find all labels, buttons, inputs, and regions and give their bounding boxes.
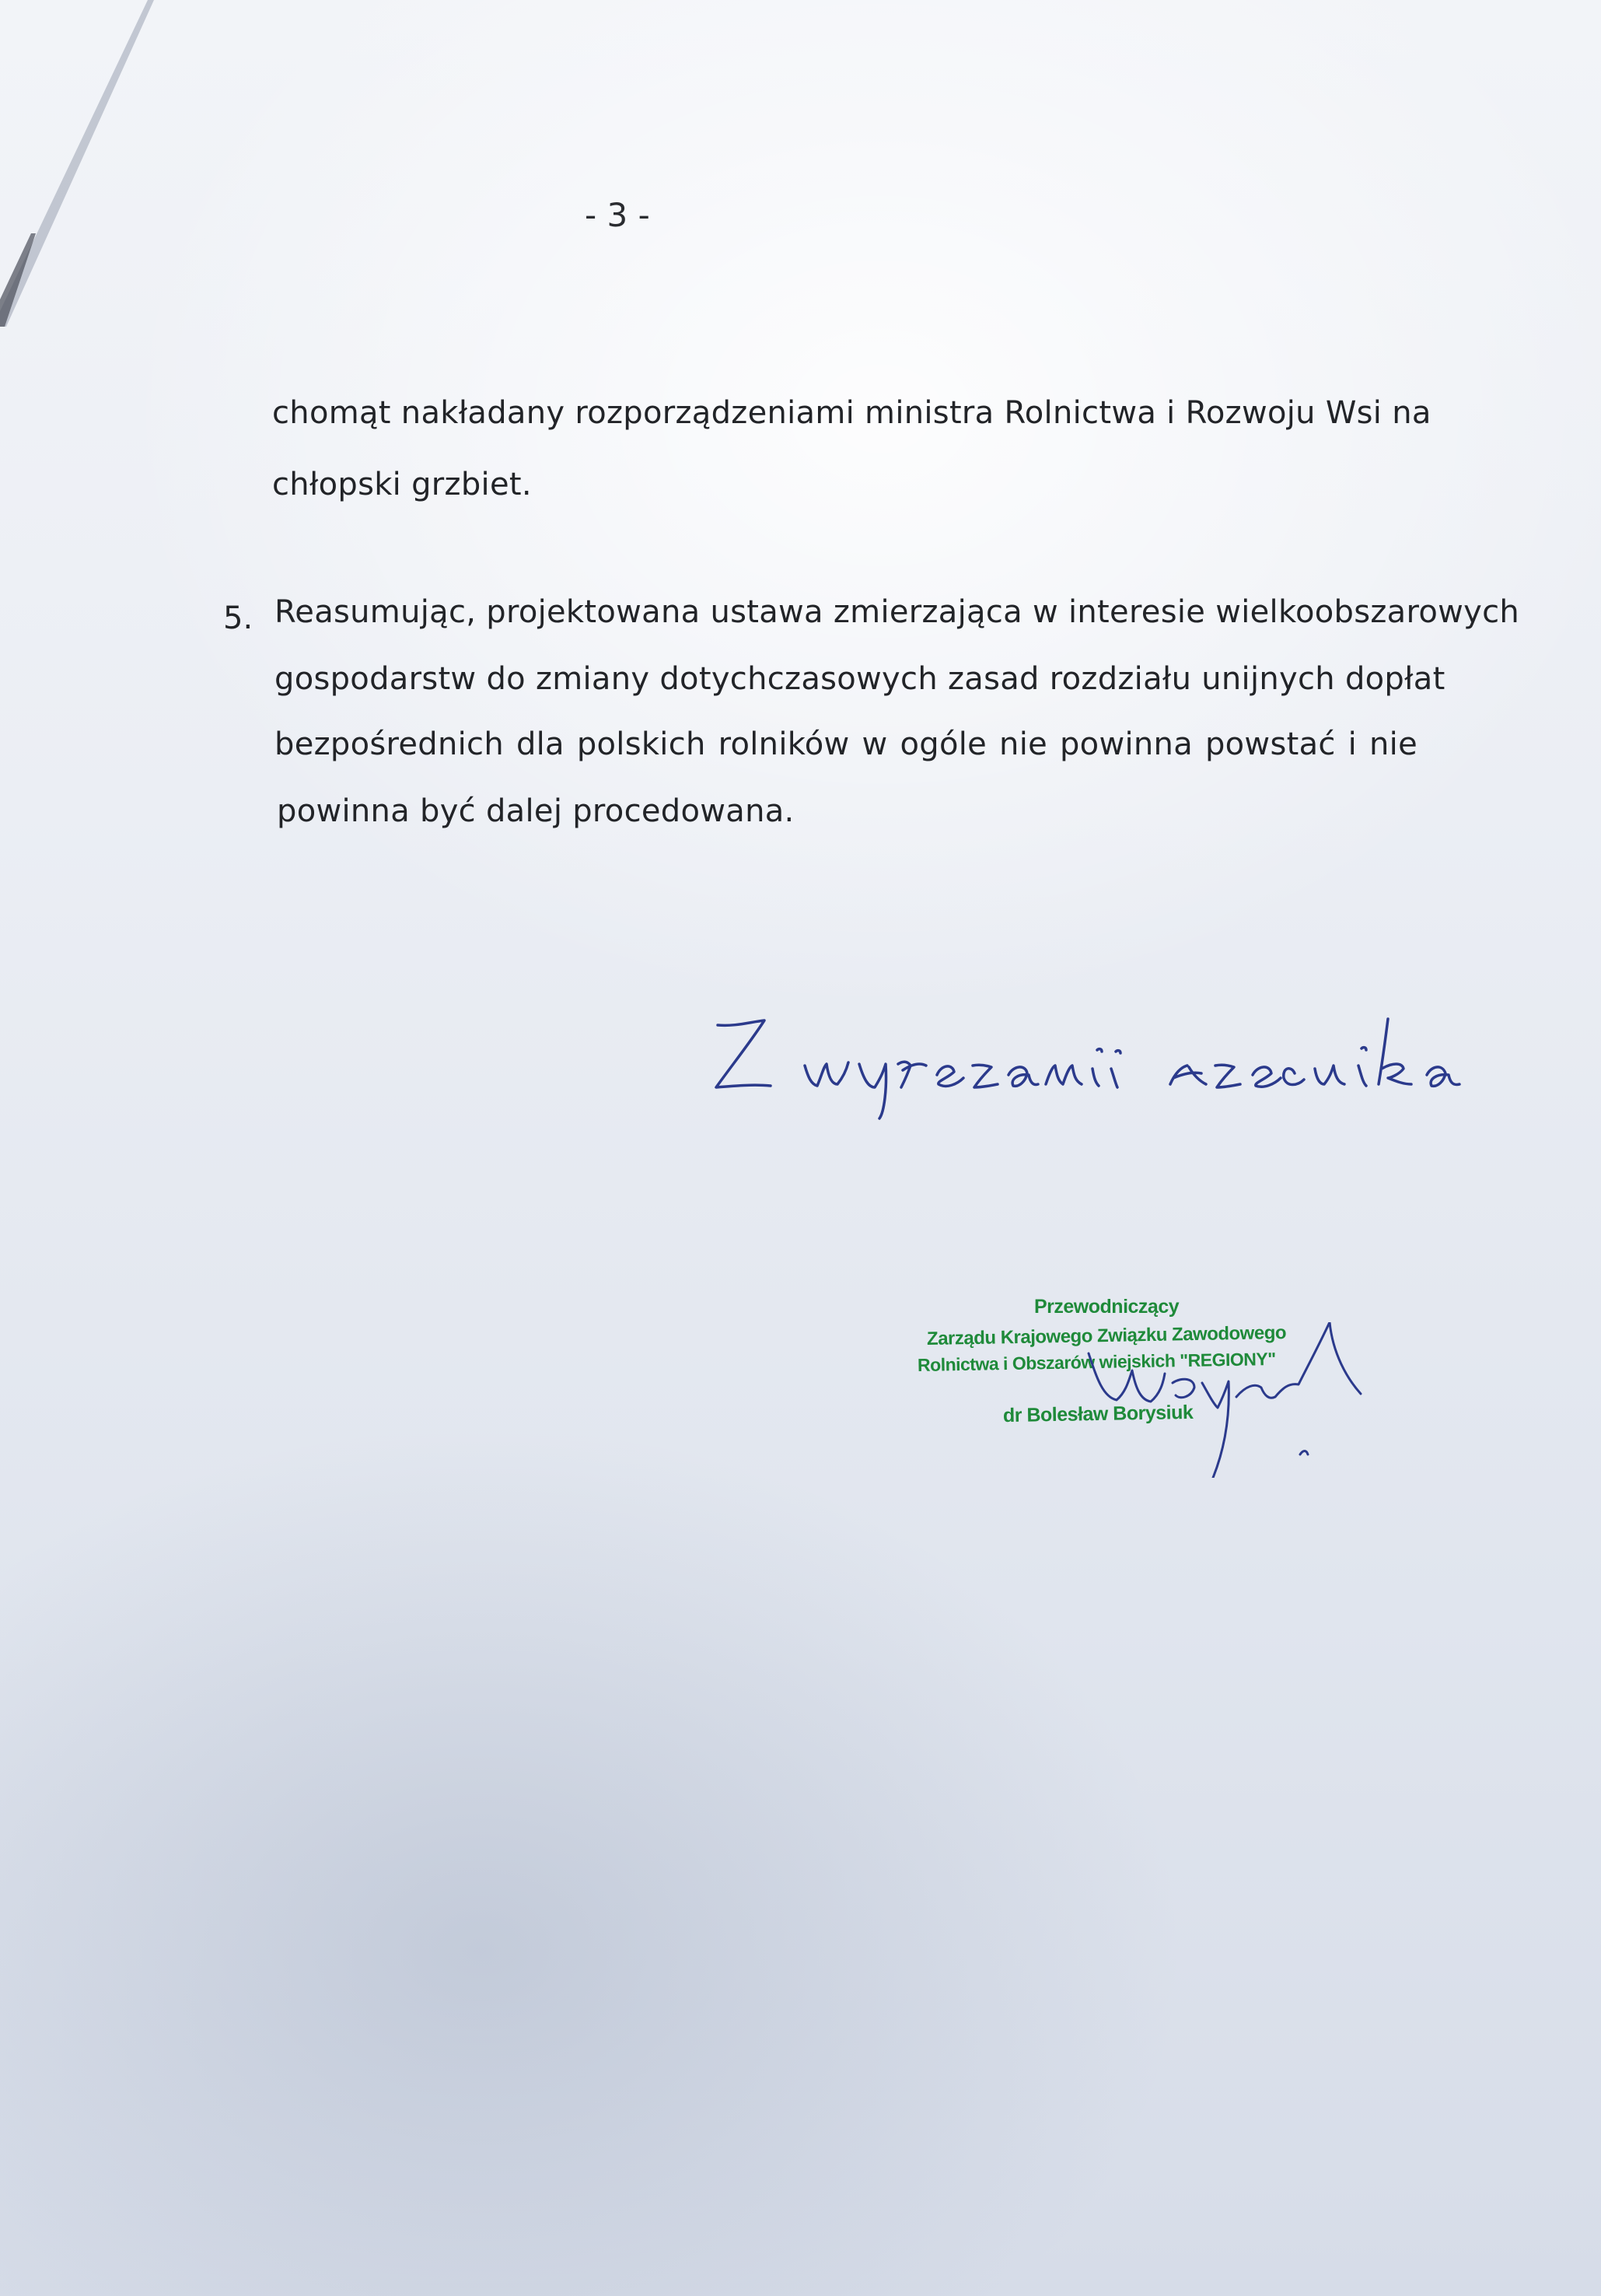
list-item-line: powinna być dalej procedowana. <box>277 793 795 829</box>
stamp-title: Przewodniczący <box>1034 1296 1180 1318</box>
paper-edge-shadow <box>0 0 171 327</box>
stamp-name: dr Bolesław Borysiuk <box>1002 1401 1194 1427</box>
stamp-organization-line: Zarządu Krajowego Związku Zawodowego <box>926 1321 1287 1350</box>
handwritten-closing <box>704 1003 1497 1120</box>
paragraph-line: chomąt nakładany rozporządzeniami ministra Rolnictwa i Rozwoju Wsi na <box>272 395 1431 431</box>
list-item-number: 5. <box>223 600 253 636</box>
list-item-line: Reasumując, projektowana ustawa zmierzająca w interesie wielkoobszarowych <box>274 594 1520 630</box>
handwritten-signature <box>1042 1322 1369 1478</box>
paragraph-line: chłopski grzbiet. <box>272 467 532 502</box>
stamp-organization-line: Rolnictwa i Obszarów wiejskich "REGIONY" <box>917 1348 1276 1376</box>
list-item-line: gospodarstw do zmiany dotychczasowych zasad rozdziału unijnych dopłat <box>274 661 1445 697</box>
page-number: - 3 - <box>585 196 650 234</box>
list-item-line: bezpośrednich dla polskich rolników w ogóle nie powinna powstać i nie <box>274 726 1417 762</box>
